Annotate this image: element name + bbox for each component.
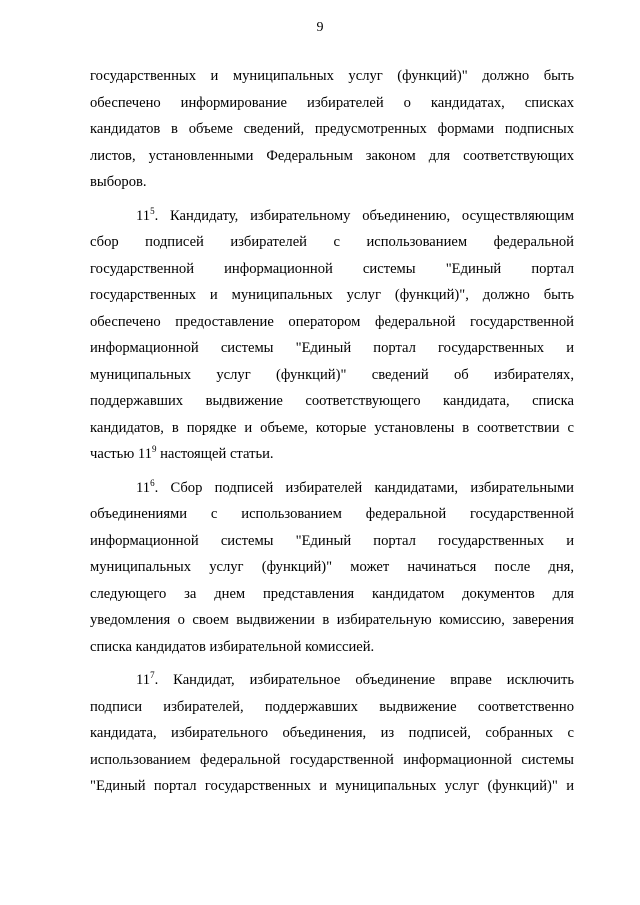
- text-line: следующего за днем представления кандидатом документов для: [90, 585, 574, 602]
- text-line: обеспечено предоставление оператором федеральной государственной: [90, 313, 574, 330]
- paragraph-11-6: [90, 475, 574, 661]
- text-line: информационной системы "Единый портал государственных и: [90, 340, 574, 356]
- text-line: [90, 441, 574, 468]
- text-line: кандидата, избирательного объединения, из подписей, собранных с: [90, 725, 574, 741]
- text-line: использованием федеральной государственной информационной системы: [90, 751, 574, 768]
- paragraph-number: 11: [136, 207, 151, 224]
- text-line: информационной системы "Единый портал государственных и: [90, 532, 574, 549]
- reference-superscript: 9: [151, 444, 157, 454]
- text-line: государственной информационной системы "Единый портал: [90, 260, 574, 277]
- text-line: выборов.: [90, 174, 147, 190]
- text-line: государственных и муниципальных услуг (функций)", должно быть: [90, 287, 574, 303]
- text-line: уведомления о своем выдвижении в избирательную комиссию, заверения: [90, 612, 574, 628]
- text-line: списка кандидатов избирательной комиссией.: [90, 638, 375, 655]
- text-line: обеспечено информирование избирателей о кандидатах, списках: [90, 94, 574, 111]
- text-line: [90, 475, 574, 502]
- text-line: объединениями с использованием федеральной государственной: [90, 506, 574, 522]
- text-line: кандидатов в объеме сведений, предусмотренных формами подписных: [90, 121, 574, 137]
- paragraph-number-superscript: 6: [150, 477, 155, 488]
- document-body: [90, 63, 574, 807]
- text-line: муниципальных услуг (функций)" сведений об избирателях,: [90, 366, 574, 383]
- paragraph-lead-text: . Кандидат, избирательное объединение вправе исключить: [154, 672, 574, 688]
- text-line: муниципальных услуг (функций)" может начинаться после дня,: [90, 559, 574, 575]
- text-line: сбор подписей избирателей с использованием федеральной: [90, 234, 574, 250]
- paragraph-11-7: [90, 667, 574, 800]
- paragraph-lead-text: . Сбор подписей избирателей кандидатами, избирательными: [154, 479, 574, 496]
- paragraph-number: 11: [136, 672, 151, 688]
- text-line: поддержавших выдвижение соответствующего кандидата, списка: [90, 393, 574, 409]
- text-line: подписи избирателей, поддержавших выдвижение соответственно: [90, 698, 574, 715]
- paragraph-number-superscript: 5: [150, 205, 155, 216]
- paragraph-number-superscript: 7: [150, 670, 155, 680]
- reference-text: частью 11: [90, 446, 152, 462]
- page-number: 9: [316, 20, 324, 35]
- paragraph-number: 11: [136, 479, 151, 496]
- text-line: листов, установленными Федеральным законом для соответствующих: [90, 147, 574, 164]
- paragraph-11-5: [90, 203, 574, 468]
- paragraph-continuation: [90, 63, 574, 196]
- text-line: государственных и муниципальных услуг (функций)" должно быть: [90, 68, 574, 84]
- text-line: "Единый портал государственных и муниципальных услуг (функций)" и: [90, 778, 574, 794]
- paragraph-lead-text: . Кандидату, избирательному объединению, осуществляющим: [154, 207, 574, 224]
- text-line: [90, 203, 574, 230]
- text-line: [90, 667, 574, 694]
- reference-tail: настоящей статьи.: [156, 446, 274, 462]
- text-line: кандидатов, в порядке и объеме, которые установлены в соответствии с: [90, 419, 574, 436]
